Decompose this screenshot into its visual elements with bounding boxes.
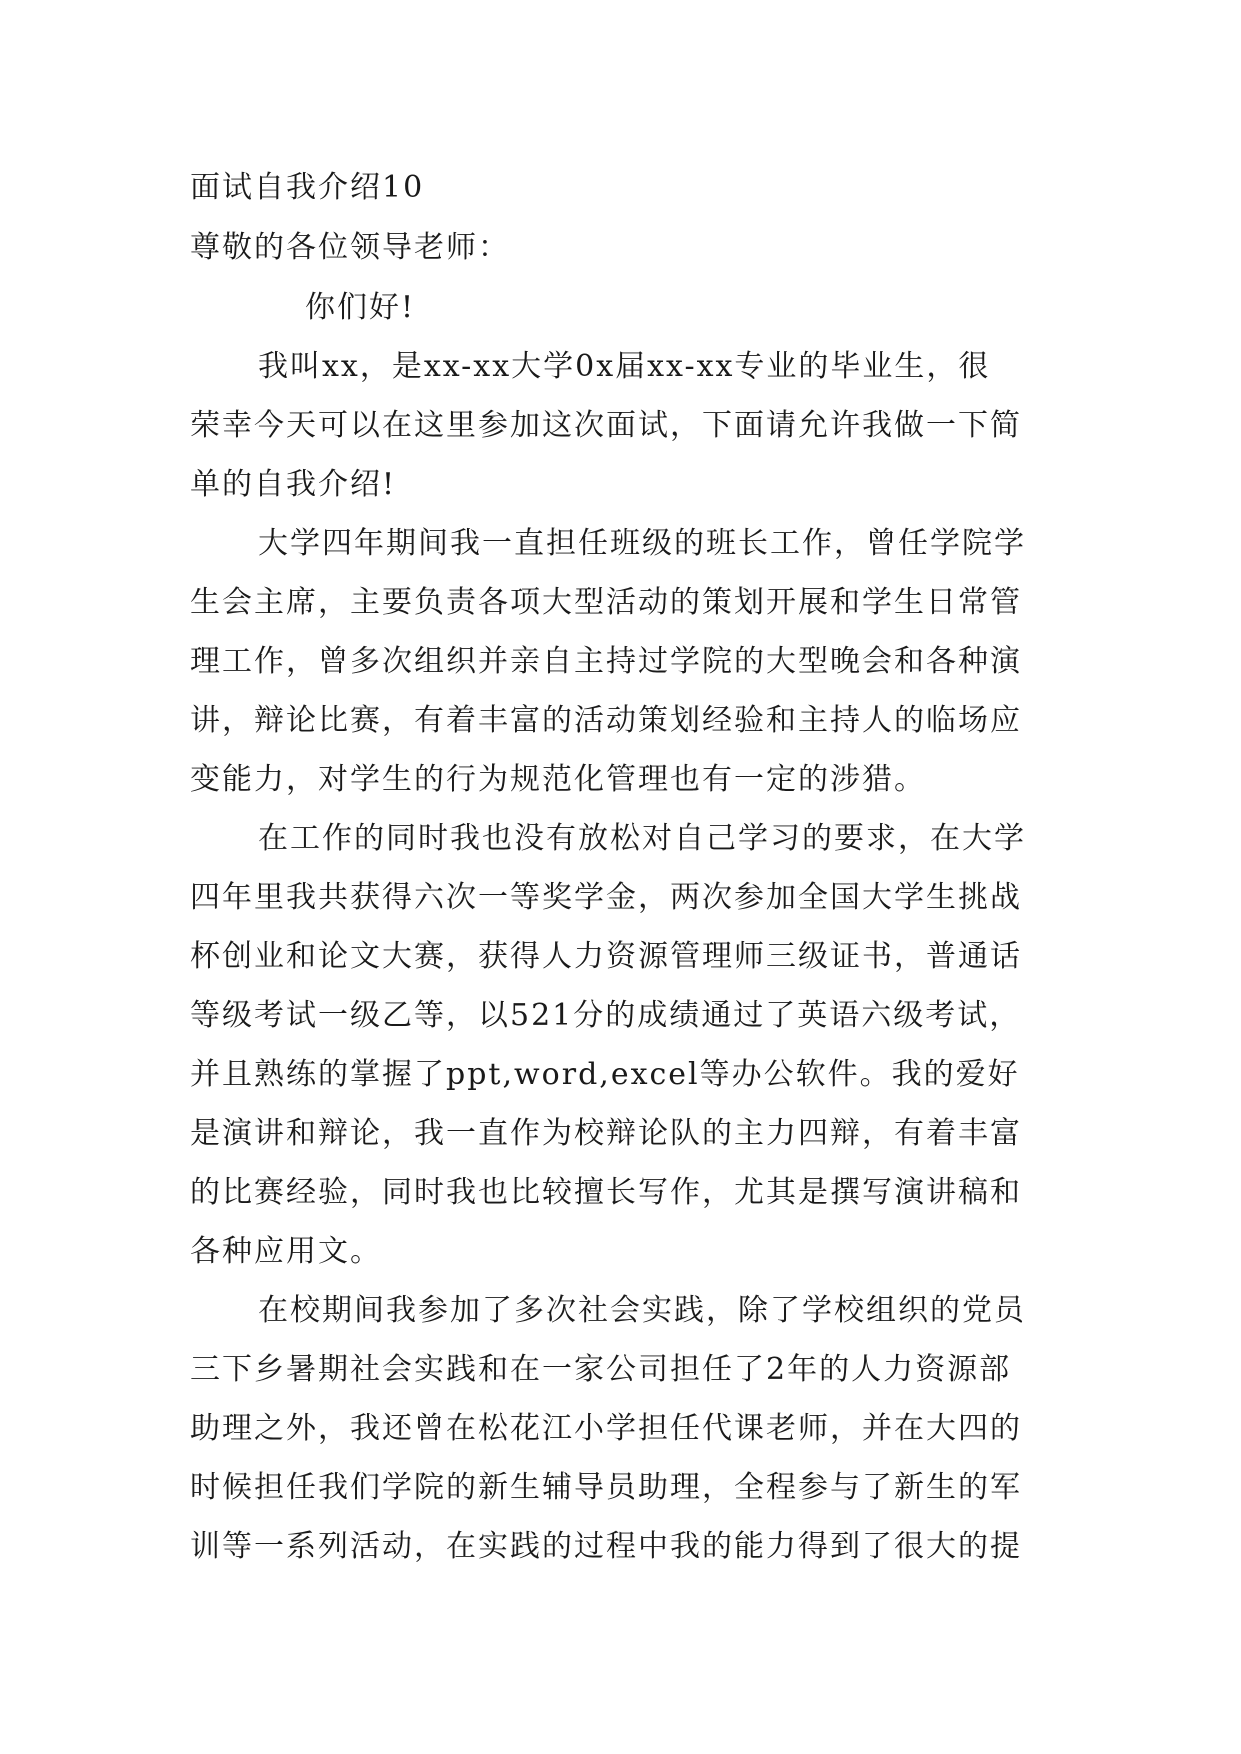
paragraph-practice — [190, 1281, 1060, 1576]
paragraph-line: 并且熟练的掌握了ppt,word,excel等办公软件。我的爱好 — [190, 1057, 1020, 1092]
paragraph-line: 在工作的同时我也没有放松对自己学习的要求，在大学 — [258, 821, 1026, 856]
paragraph-line: 各种应用文。 — [190, 1234, 382, 1269]
paragraph-line: 三下乡暑期社会实践和在一家公司担任了2年的人力资源部 — [190, 1352, 1012, 1387]
document-body — [190, 337, 1060, 1576]
paragraph-line: 单的自我介绍! — [190, 467, 397, 502]
document-title — [190, 158, 1060, 217]
paragraph-line: 四年里我共获得六次一等奖学金，两次参加全国大学生挑战 — [190, 880, 1022, 915]
paragraph-line: 在校期间我参加了多次社会实践，除了学校组织的党员 — [258, 1293, 1026, 1328]
title-text: 面试自我介绍10 — [190, 170, 425, 205]
paragraph-experience — [190, 514, 1060, 809]
paragraph-line: 生会主席，主要负责各项大型活动的策划开展和学生日常管 — [190, 585, 1022, 620]
paragraph-line: 我叫xx，是xx-xx大学0x届xx-xx专业的毕业生，很 — [258, 349, 991, 384]
paragraph-line: 等级考试一级乙等，以521分的成绩通过了英语六级考试， — [190, 998, 1022, 1033]
paragraph-line: 时候担任我们学院的新生辅导员助理，全程参与了新生的军 — [190, 1470, 1022, 1505]
paragraph-line: 讲，辩论比赛，有着丰富的活动策划经验和主持人的临场应 — [190, 703, 1022, 738]
paragraph-line: 助理之外，我还曾在松花江小学担任代课老师，并在大四的 — [190, 1411, 1022, 1446]
paragraph-intro — [190, 337, 1060, 514]
paragraph-study — [190, 809, 1060, 1281]
paragraph-line: 训等一系列活动，在实践的过程中我的能力得到了很大的提 — [190, 1529, 1022, 1564]
paragraph-line: 大学四年期间我一直担任班级的班长工作，曾任学院学 — [258, 526, 1026, 561]
paragraph-line: 的比赛经验，同时我也比较擅长写作，尤其是撰写演讲稿和 — [190, 1175, 1022, 1210]
greeting — [190, 278, 1060, 337]
paragraph-line: 荣幸今天可以在这里参加这次面试，下面请允许我做一下简 — [190, 408, 1022, 443]
paragraph-line: 杯创业和论文大赛，获得人力资源管理师三级证书，普通话 — [190, 939, 1022, 974]
salutation — [190, 218, 1060, 277]
salutation-text: 尊敬的各位领导老师： — [190, 230, 510, 265]
paragraph-line: 是演讲和辩论，我一直作为校辩论队的主力四辩，有着丰富 — [190, 1116, 1022, 1151]
greeting-text: 你们好! — [305, 290, 416, 325]
paragraph-line: 理工作，曾多次组织并亲自主持过学院的大型晚会和各种演 — [190, 644, 1022, 679]
paragraph-line: 变能力，对学生的行为规范化管理也有一定的涉猎。 — [190, 762, 926, 797]
